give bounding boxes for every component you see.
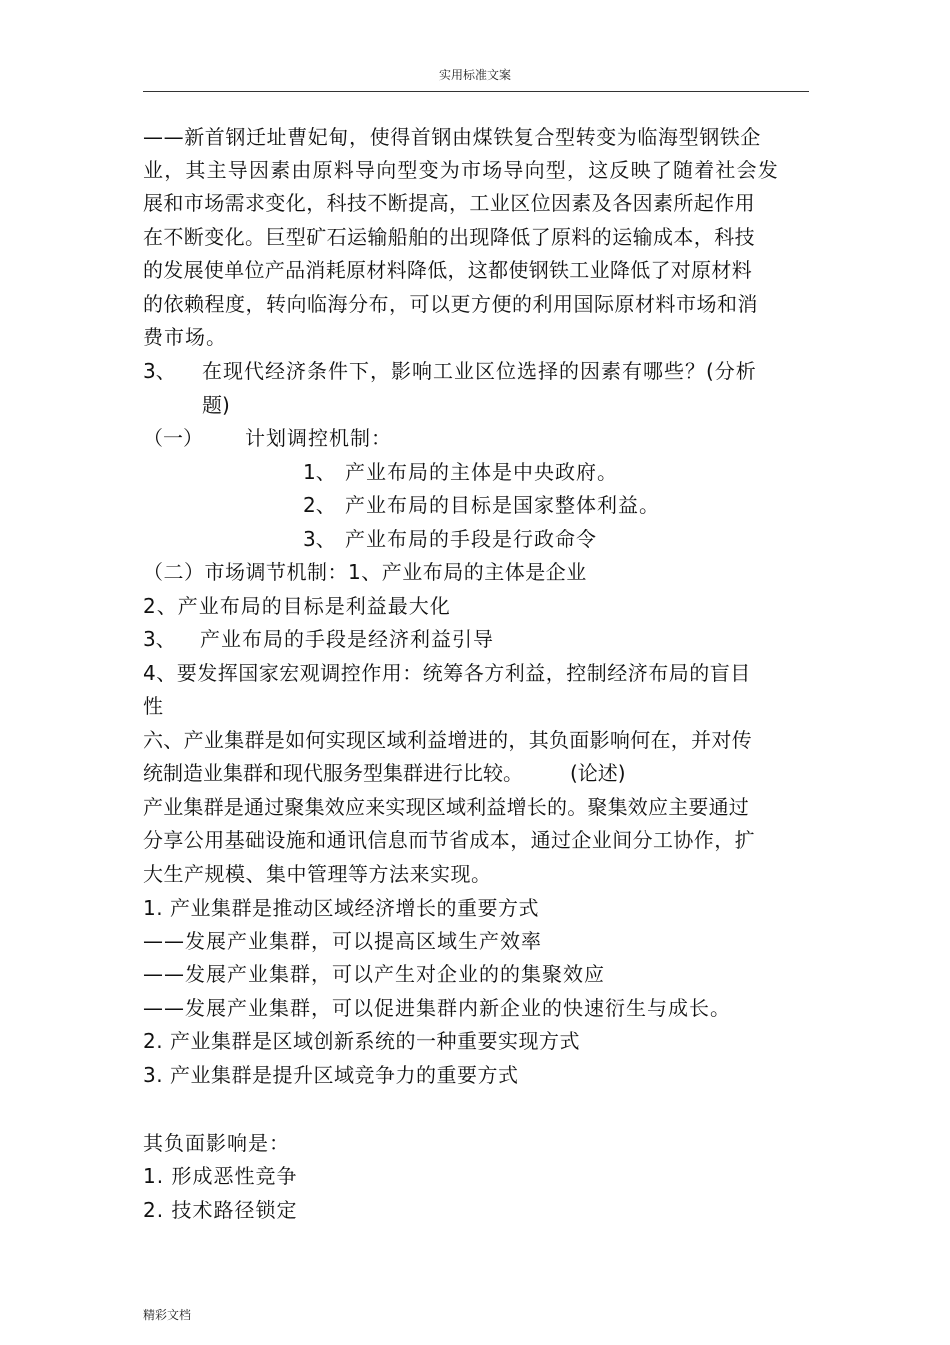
question-text: 在现代经济条件下，影响工业区位选择的因素有哪些？(分析 — [202, 359, 757, 383]
paragraph-line: 在不断变化。巨型矿石运输船舶的出现降低了原料的运输成本，科技 — [143, 225, 755, 249]
list-item: 1. 形成恶性竞争 — [143, 1164, 298, 1188]
paragraph-line: 展和市场需求变化，科技不断提高，工业区位因素及各因素所起作用 — [143, 191, 755, 215]
question-heading: 六、产业集群是如何实现区域利益增进的，其负面影响何在，并对传 — [143, 728, 752, 752]
list-item: ——发展产业集群，可以促进集群内新企业的快速衍生与成长。 — [143, 996, 731, 1020]
list-number: 3、 — [303, 527, 336, 551]
list-item: 2. 产业集群是区域创新系统的一种重要实现方式 — [143, 1029, 580, 1053]
list-item: 性 — [143, 694, 163, 718]
header-divider — [143, 91, 809, 92]
paragraph-line: ——新首钢迁址曹妃甸，使得首钢由煤铁复合型转变为临海型钢铁企 — [143, 125, 761, 149]
page-header: 实用标准文案 — [438, 68, 511, 82]
list-item: 产业布局的主体是中央政府。 — [345, 460, 618, 484]
list-item: 产业布局的手段是经济利益引导 — [200, 627, 494, 651]
list-number: 2、 — [303, 493, 336, 517]
list-number: 1、 — [303, 460, 336, 484]
section-heading: （二）市场调节机制：1、产业布局的主体是企业 — [143, 560, 587, 584]
question-number: 3、 — [143, 359, 176, 383]
list-item: 产业布局的目标是国家整体利益。 — [345, 493, 660, 517]
paragraph-line: 的发展使单位产品消耗原材料降低，这都使钢铁工业降低了对原材料 — [143, 258, 752, 282]
paragraph-line: 产业集群是通过聚集效应来实现区域利益增长的。聚集效应主要通过 — [143, 795, 749, 819]
question-heading: 统制造业集群和现代服务型集群进行比较。 — [143, 761, 523, 785]
question-type: (论述) — [570, 761, 626, 785]
section-heading: 计划调控机制： — [245, 426, 392, 450]
list-item: 产业布局的手段是行政命令 — [345, 527, 597, 551]
section-marker: （一） — [143, 426, 203, 450]
list-item: ——发展产业集群，可以提高区域生产效率 — [143, 929, 542, 953]
list-item: 1. 产业集群是推动区域经济增长的重要方式 — [143, 896, 539, 920]
paragraph-line: 大生产规模、集中管理等方法来实现。 — [143, 862, 492, 886]
page-footer: 精彩文档 — [143, 1308, 192, 1322]
list-item: 3. 产业集群是提升区域竞争力的重要方式 — [143, 1063, 519, 1087]
question-text: 题) — [202, 393, 230, 417]
list-item: ——发展产业集群，可以产生对企业的的集聚效应 — [143, 962, 605, 986]
list-number: 3、 — [143, 627, 176, 651]
list-item: 4、要发挥国家宏观调控作用：统筹各方利益，控制经济布局的盲目 — [143, 661, 751, 685]
paragraph-line: 分享公用基础设施和通讯信息而节省成本，通过企业间分工协作，扩 — [143, 828, 755, 852]
paragraph-line: 的依赖程度，转向临海分布，可以更方便的利用国际原材料市场和消 — [143, 292, 758, 316]
list-item: 2、产业布局的目标是利益最大化 — [143, 594, 451, 618]
paragraph-line: 费市场。 — [143, 325, 227, 349]
paragraph-line: 业，其主导因素由原料导向型变为市场导向型，这反映了随着社会发 — [143, 158, 779, 182]
list-item: 2. 技术路径锁定 — [143, 1198, 298, 1222]
section-heading: 其负面影响是： — [143, 1131, 290, 1155]
